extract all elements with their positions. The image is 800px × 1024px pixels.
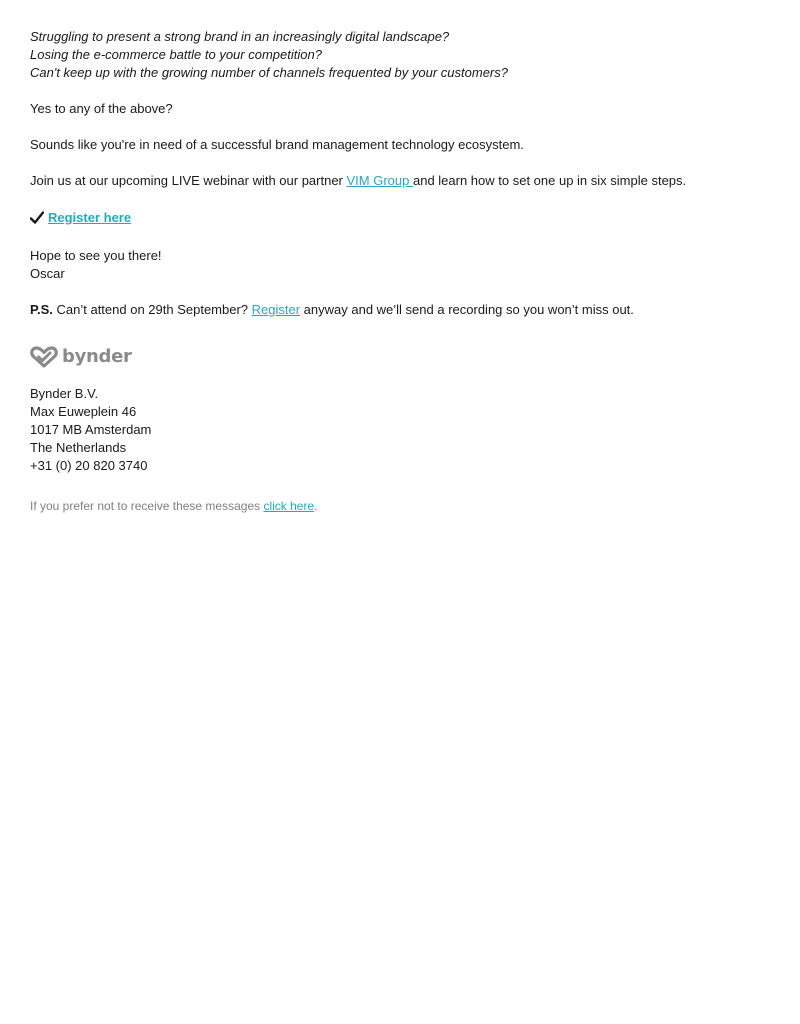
ps-prefix: P.S.: [30, 302, 53, 317]
signoff: [30, 247, 770, 283]
ps-text-before: Can’t attend on 29th September?: [52, 302, 252, 317]
signoff-line: Hope to see you there!: [30, 248, 162, 263]
unsubscribe-link[interactable]: click here: [263, 499, 315, 513]
join-text-before: Join us at our upcoming LIVE webinar with our partner: [30, 173, 347, 188]
ps-paragraph: [30, 301, 770, 319]
unsubscribe-end: .: [314, 499, 318, 513]
join-text-after: and learn how to set one up in six simple steps.: [412, 173, 687, 188]
intro-line-3: Can't keep up with the growing number of channels frequented by your customers?: [30, 65, 508, 80]
address-city: 1017 MB Amsterdam: [30, 422, 152, 437]
company-phone: +31 (0) 20 820 3740: [30, 458, 148, 473]
vim-group-link[interactable]: VIM Group: [346, 173, 413, 188]
register-here-link[interactable]: Register here: [48, 209, 132, 225]
check-icon: [30, 211, 44, 225]
unsubscribe-text: If you prefer not to receive these messages: [30, 499, 264, 513]
question-text: Yes to any of the above?: [30, 101, 173, 116]
intro-questions: [30, 28, 770, 82]
unsubscribe-footer: [30, 497, 770, 515]
company-address: [30, 385, 770, 475]
address-country: The Netherlands: [30, 440, 127, 455]
bynder-heart-icon: [30, 346, 58, 368]
address-street: Max Euweplein 46: [30, 404, 137, 419]
intro-line-1: Struggling to present a strong brand in an increasingly digital landscape?: [30, 29, 450, 44]
register-cta: [30, 208, 770, 227]
join-paragraph: [30, 172, 770, 190]
bynder-logo-text: bynder: [62, 346, 132, 367]
ps-register-link[interactable]: Register: [251, 302, 301, 317]
needs-text: Sounds like you're in need of a successful brand management technology ecosystem.: [30, 137, 524, 152]
company-name: Bynder B.V.: [30, 386, 99, 401]
bynder-logo: [30, 345, 770, 369]
sender-name: Oscar: [30, 266, 65, 281]
ps-text-after: anyway and we’ll send a recording so you won’t miss out.: [300, 302, 634, 317]
intro-line-2: Losing the e-commerce battle to your competition?: [30, 47, 322, 62]
